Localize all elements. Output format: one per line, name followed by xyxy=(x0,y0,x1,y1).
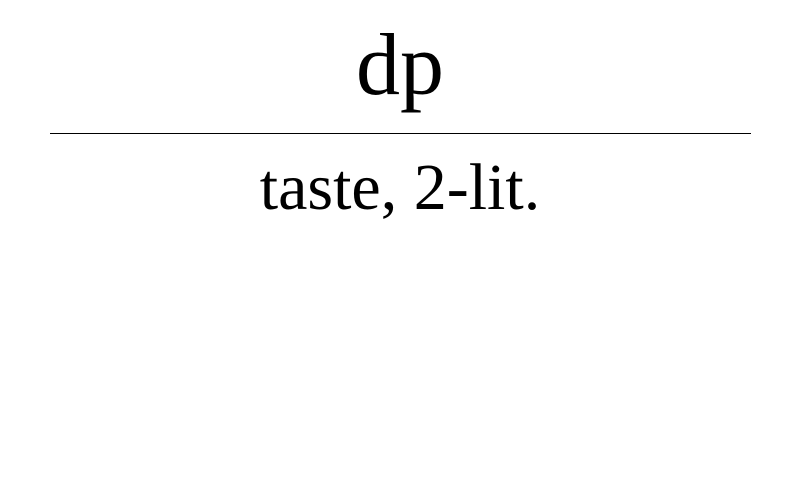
card-back-text: taste, 2-lit. xyxy=(259,151,541,224)
card-front-text: dp xyxy=(356,17,444,114)
divider-line xyxy=(50,133,751,134)
